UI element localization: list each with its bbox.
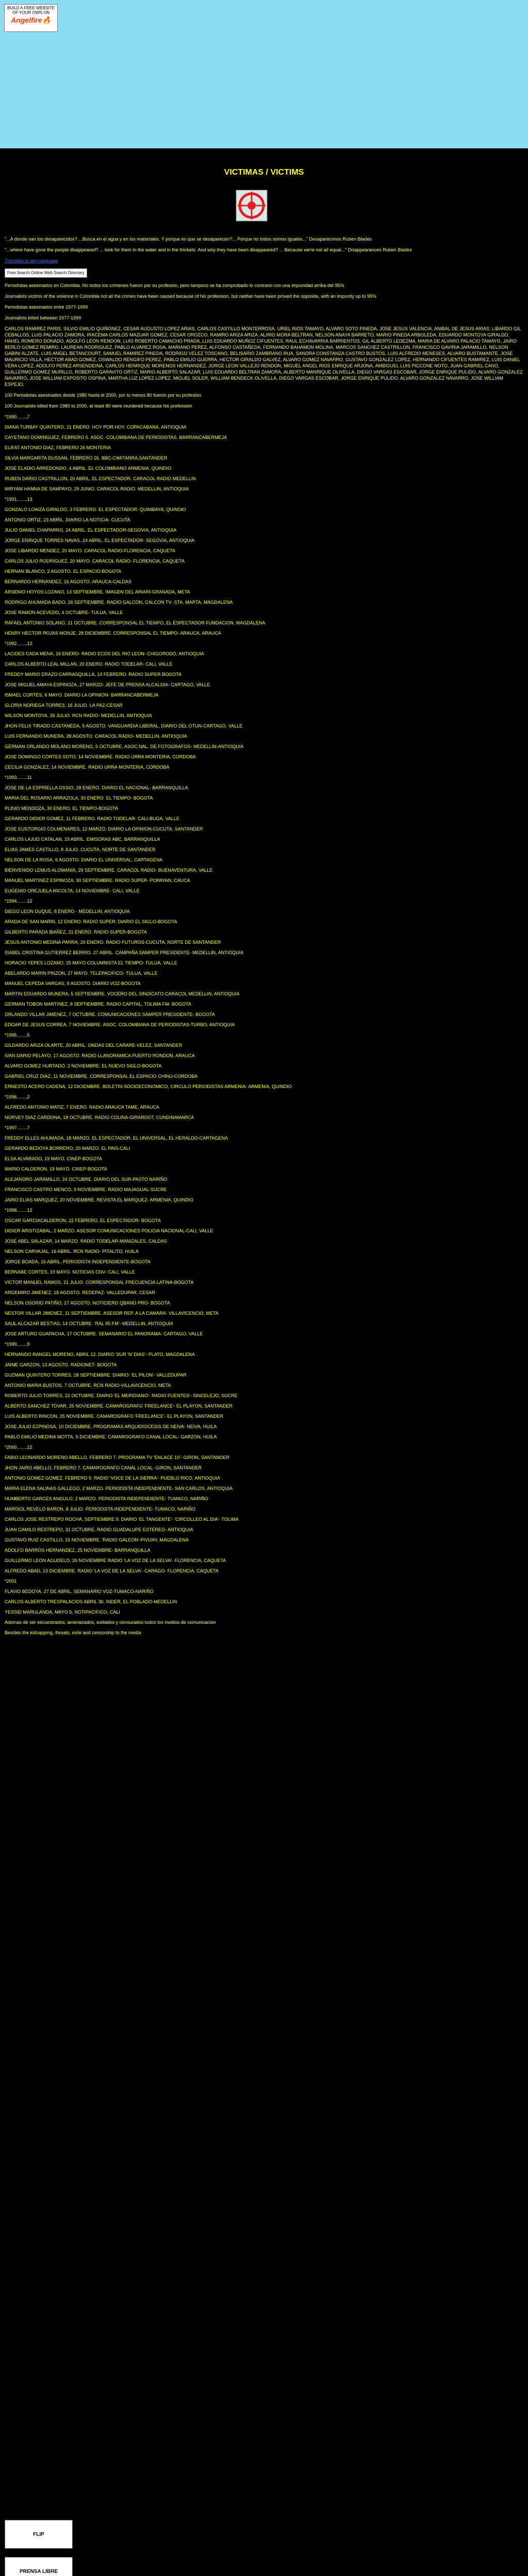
ad-brand [5, 16, 57, 25]
year-header: *1999........9 [5, 1342, 30, 1347]
target-emblem-icon [236, 190, 268, 222]
intro-count-es: 100 Periodistas asesinados desde 1980 hasta el 2000, por lo menos 80 fueron por su profesion. [5, 393, 203, 398]
angelfire-ad-badge[interactable] [4, 4, 58, 32]
victim-entry: Besides the kidnapping, threats, exile and censorship to the media [5, 1630, 141, 1635]
victim-entry: CARLOS LAJUD CATALAN, 19 ABRIL. EMISORAS ABC, BARRANQUILLA [5, 837, 160, 842]
year-header: *1994........12 [5, 899, 32, 904]
victim-entry: JESUS ANTONIO MEDINA PARRA, 29 ENERO. RADIO FUTUROS-CUCUTA, NORTE DE SANTANDER [5, 940, 221, 945]
victim-entry: JORGE ENRIQUE TORRES NAVAS, 24 ABRIL. EL ESPECTADOR- SEGOVIA, ANTIOQUIA [5, 538, 195, 543]
victim-entry: HERNAN BLANCO, 2 AGOSTO. EL ESPACIO-BOGOTA [5, 569, 122, 574]
text-block [5, 236, 523, 1640]
intro-en-paragraph: Journalists victims of the violence in Colombia not all the crimes have been caused because of his profession, but neither have been proved the opposite, with an impunity up to 95% [5, 294, 376, 299]
intro-quote-es: "...A donde van los desaparecidos? ...Busca en el agua y en los matorrales. Y porque es que se desaparecen?... Porque no todos somos iguales..." Desaparecimos Ruben Blades [5, 236, 372, 242]
victim-entry: MARIO CALDERON, 19 MAYO. CINEP-BOGOTA [5, 1166, 107, 1172]
victim-entry: JOSE JULIO EZPINOSA, 10 DICIEMBRE. PROGRAMAS ARQUIDIOCESIS DE NEIVA- NEIVA, HUILA [5, 1424, 217, 1429]
victim-entry: ADOLFO BARROS HERNANDEZ, 25 NOVIEMBRE- BARRANQUILLA [5, 1548, 151, 1553]
victim-entry: JOSE MIGUEL AMAYA ESPINOZA, 27 MARZO- JEFE DE PRENSA ALCALDIA- CARTAGO, VALLE [5, 682, 210, 687]
web-search-badge-text[interactable]: Free Search Online Web Search Directory [5, 268, 87, 278]
victim-entry: ANTONIO GOMEZ GOMEZ, FEBRERO 9. RADIO 'VOCE DE LA SIERRA'- PUEBLO RICO, ANTIOQUIA [5, 1476, 220, 1481]
victim-entry: DIDIER ARISTIZABAL, 2 MARZO. ASESOR COMUNICACIONES POLICIA NACIONAL-CALI, VALLE [5, 1228, 213, 1233]
victim-entry: BERNABE CORTES, 19 MAYO. NOTICIAS CNV- CALI, VALLE [5, 1269, 135, 1275]
victim-entry: DIEGO LEON DUQUE, 8 ENERO - MEDELLIN, ANTIOQUIA [5, 909, 130, 914]
victim-entry: GILBERTO PARADA IBAÑEZ, 21 ENERO. RADIO SUPER-BOGOTA [5, 929, 147, 935]
victim-entry: HORACIO YEPES LOZANO, 25 MAYO COLUMNISTA EL TIEMPO- TULUA, VALLE [5, 960, 177, 965]
victim-entry: DIANA TURBAY QUINTERO, 21 ENERO. HOY POR HOY. COPACABANA, ANTIOQUIA [5, 425, 187, 430]
victim-entry: RAFAEL ANTONIO SOLANO, 21 OCTUBRE. CORRESPONSAL EL TIEMPO, EL ESPECTADOR FUNDACION, MAGDALENA [5, 620, 266, 625]
victim-entry: GUSTAVO RUIZ CASTILLO, 15 NOVIEMBRE. 'RADIO GALEON'-PIVIJAY, MAGDALENA [5, 1537, 189, 1543]
victim-entry: JOSE EUSTORGIO COLMENARES, 12 MARZO. DIARIO LA OPINION-CUCUTA, SANTANDER [5, 826, 203, 832]
victim-entry: HENRY HECTOR ROJAS MONJE, 28 DICIEMBRE. CORRESPONSAL EL TIEMPO- ARAUCA, ARAUCA [5, 631, 221, 636]
victim-entry: FLAVIO BEDOYA, 27 DE ABRIL, SEMANARIO VOZ-TUMACO-NARIÑO [5, 1589, 154, 1594]
org-logos [5, 2518, 211, 2576]
victim-entry: ISMAEL CORTES, 6 MAYO. DIARIO LA OPINION- BARRANCABERMEJA [5, 692, 159, 698]
year-header: *1990........7 [5, 414, 30, 419]
org-row[interactable] [5, 2555, 211, 2576]
victim-entry: CECILIA GONZALEZ, 14 NOVIEMBRE. RADIO URRA-MONTERIA, CORDOBA [5, 765, 170, 770]
victim-entry: NESTOR VILLAR JIMENEZ, 11 SEPTIEMBRE. ASESOR REP. A LA CAMARA- VILLAVICENCIO, META [5, 1311, 219, 1316]
victim-entry: PABLO EMILIO MEDINA MOTTA, 5 DICIEMBRE. CAMAROGRAFO CANAL LOCAL- GARZON, HUILA [5, 1434, 217, 1439]
victims-list [5, 414, 523, 1636]
year-header: *1996........2 [5, 1094, 30, 1099]
org-row[interactable] [5, 2518, 211, 2550]
victim-entry: LUIS FERNANDO MUNERA, 28 AGOSTO. CARACOL RADIO- MEDELLIN, ANTIOQUIA [5, 734, 187, 739]
victim-entry: JUAN CAMILO RESTREPO, 31 OCTUBRE. RADIO GUADALUPE ESTEREO- ANTIOQUIA [5, 1527, 193, 1532]
victim-entry: JAIRO ELIAS MARQUEZ, 20 NOVIEMBRE. REVISTA EL MARQUEZ- ARMENIA, QUINDIO [5, 1197, 194, 1202]
victim-entry: NELSON CARVAJAL, 16 ABRIL. RCN RADIO- PITALITO, HUILA [5, 1249, 139, 1254]
victim-entry: JORGE BOADA, 16 ABRIL. PERIODISTA INDEPENDIENTE-BOGOTA [5, 1259, 151, 1264]
victim-entry: ROBERTO JULIO TORRES, 22 OCTUBRE. DIARIO 'EL MERIDIANO'- RADIO FUENTES'- SINCELEJO, SUCRE [5, 1393, 238, 1398]
year-header: *1993........11 [5, 775, 32, 780]
victim-entry: MANUEL MARTINEZ ESPINOZA, 30 SEPTIEMBRE. RADIO SUPER- POPAYAN, CAUCA [5, 878, 190, 883]
victim-entry: MARIA ELENA SALINAS GALLEGO, 2 MARZO. PERIODISTA INDEPENDIENTE- SAN CARLOS, ANTIOQUIA [5, 1486, 233, 1491]
ad-brand-text: Angelfire [10, 16, 42, 24]
victim-entry: ELSA ALVARADO, 19 MAYO. CINEP-BOGOTA [5, 1156, 102, 1161]
victim-entry: ORLANDO VILLAR JIMENEZ, 7 OCTUBRE. COMUNICACIONES SAMPER PRESIDENTE- BOGOTA [5, 1012, 215, 1017]
flip-logo[interactable]: FLIP [5, 2520, 73, 2549]
victim-entry: JOSE DOMINGO CORTES SOTO, 14 NOVIEMBRE. RADIO URRA MONTERIA, CORDOBA [5, 754, 196, 759]
victim-entry: ERNESTO ACERO CADENA, 12 DICIEMBRE. BOLETIN SOCIOECONOMICO, CIRCULO PERIODISTAS ARMENIA- ARMENIA, QUINDIO [5, 1084, 292, 1089]
victim-entry: GERARDO BEDOYA BORRERO, 20 MARZO. EL PAIS-CALI [5, 1146, 130, 1151]
victim-entry: GABRIEL CRUZ DIAZ, 11 NOVIEMBRE. CORRESPONSAL EL ESPACIO CHINU-CORDOBA [5, 1074, 198, 1079]
victim-entry: FREDDY ELLES AHUMADA, 18 MARZO. EL ESPECTADOR, EL UNIVERSAL, EL HERALDO-CARTAGENA [5, 1136, 228, 1141]
victim-entry: FRANCISCO CASTRO MENCO, 9 NOVIEMBRE. RADIO MAJAGUAL-SUCRE [5, 1187, 167, 1192]
victim-entry: JOSE ELADIO ARREDONDO, 4 ABRIL. EL COLOMBIANO ARMENIA, QUINDIO [5, 466, 172, 471]
victim-entry: JAIME GARZON, 13 AGOSTO. RADIONET- BOGOTA [5, 1362, 117, 1367]
intro-years-en: Journalists killed between 1977-1999 [5, 315, 81, 320]
victim-entry: CARLOS JOSE RESTREPO ROCHA, SEPTIEMBRE 9. DIARIO 'EL TANGENTE'- 'CIRCOLLEO AL DIA'- TOLIMA [5, 1517, 239, 1522]
victim-entry: MANUEL CEPEDA VARGAS, 9 AGOSTO. DIARIO VOZ-BOGOTA [5, 981, 141, 986]
victim-entry: FABIO LEONARDO MORENO ABELLO, FEBRERO 7. PROGRAMA TV 'ENLACE 10'- GIRON, SANTANDER [5, 1455, 229, 1460]
intro-quote-en: "...where have gone the people disappeared? ... look for them in the water and in the thickets. And why they have been disappeared? ... Because we're not all equal..." Disappearances Ruben Blades [5, 247, 412, 252]
victim-entry: JHON FELIX TIRADO CASTANEDA, 5 AGOSTO. VANGUARDIA LIBERAL, DIARIO DEL OTUN-CARTAGO, VALLE [5, 723, 243, 728]
victim-entry: GUZMAN QUINTERO TORRES, 18 SEPTIEMBRE. DIARIO: 'EL PILON'- VALLEDUPAR [5, 1372, 187, 1378]
ad-small-text: BUILD A FREE WEBSITE OF YOUR OWN ON [7, 6, 55, 15]
victim-entry: OSCAR GARCIACALDERON, 22 FEBRERO. EL ESPECTADOR- BOGOTA [5, 1218, 161, 1223]
victim-entry: ELIAS JAMES CASTILLO, 8 JULIO. CUCUTA, NORTE DE SANTANDER [5, 847, 156, 852]
victim-entry: GUILLERMO LEON AGUDELO, 26 NOVIEMBRE RADIO 'LA VOZ DE LA SELVA'- FLORENCIA, CAQUETA [5, 1558, 226, 1563]
victim-entry: BIENVENIDO LEMUS ALOMANIA, 29 SEPTIEMBRE. CARACOL RADIO- BUENAVENTURA, VALLE [5, 868, 213, 873]
top-ad-frame [0, 0, 528, 148]
year-header: *2001 [5, 1579, 17, 1584]
victim-entry: JOSE ABEL SALAZAR, 14 MARZO. RADIO TODELAR-MANIZALES, CALDAS [5, 1239, 167, 1244]
victim-entry: GLORIA NORIEGA TORRES, 16 JULIO. LA PAZ-CESAR [5, 703, 123, 708]
page-title: VICTIMAS / VICTIMS [224, 168, 304, 177]
victim-entry: BERNARDO HERNANDEZ, 16 AGOSTO. ARAUCA-CALDAS [5, 579, 131, 584]
victim-entry: HERNANDO RANGEL MORENO, ABRIL 12. DIARIO 'SUR 'N' DIAS'- PLATO, MAGDALENA [5, 1352, 195, 1357]
victim-entry: JHON JAIRO ABELLO, FEBRERO 7. CAMAROGRAFO CANAL LOCAL- GIRON, SANTANDER [5, 1465, 202, 1470]
victim-entry: ALFREDO ANTONIO MATIZ, 7 ENERO. RADIO ARAUCA TAME, ARAUCA [5, 1105, 159, 1110]
victim-entry: EUGENIO OREJUELA MICOLTA, 14 NOVIEMBRE- CALI, VALLE [5, 888, 140, 893]
victim-entry: GILDARDO ARIZA OLARTE, 20 ABRIL. ONDAS DEL CARARE-VELEZ, SANTANDER [5, 1043, 183, 1048]
victim-entry: ARSENIO HOYOS LOZANO, 13 SEPTIEMBRE. IMAGEN DEL ARIARI-GRANADA, META [5, 589, 190, 595]
web-search-badge[interactable] [5, 268, 523, 278]
victim-entry: JOSE RAMON ACEVEDO, 4 OCTUBRE- TULUA, VALLE [5, 610, 123, 615]
victim-entry: YESSID MARULANDA, MAYO 5, NOTIPACIFICO, CALI [5, 1609, 120, 1615]
victim-entry: NORVEY DIAZ CARDONA, 18 OCTUBRE. RADIO COLINA-GIRARDOT, CUNDINAMARCA [5, 1115, 194, 1120]
victim-entry: VICTOR MANUEL RAMOS, 21 JULIO. CORRESPONSAL FRECUENCIA LATINA-BOGOTA [5, 1280, 194, 1285]
victim-entry: RUBEN DARIO CASTRILLON, 20 ABRIL. EL ESPECTADOR. CARACOL RADIO MEDELLIN [5, 476, 196, 481]
victim-entry: ISABEL CRISTINA GUTIERREZ BERRIO, 27 ABRIL. CAMPAÑA SAMPER PRESIDENTE- MEDELLIN, ANTIOQUIA [5, 950, 244, 955]
victim-entry: CAYETANO DOMINGUEZ, FEBRERO 5. ASOC. COLOMBIANA DE PERIODISTAS. BARRANCABERMEJA [5, 435, 227, 440]
victim-entry: ANTONIO MARIA BUSTOS, 7 OCTUBRE. RCN RADIO-VILLAVICENCIO, META [5, 1383, 171, 1388]
victim-entry: JOSE DE LA ESPRIELLA OSSIO, 28 ENERO. DIARIO EL NACIONAL- BARRANQUILLA [5, 785, 188, 790]
victim-entry: GERMAN TOBON MARTINEZ, 8 SEPTIEMBRE. RADIO CAPITAL, TOLIMA FM- BOGOTA [5, 1002, 191, 1007]
victim-entry: SILVIA MARGARITA DUSSAN, FEBRERO 26. BBC-CIMITARRA,SANTANDER [5, 455, 168, 461]
intro-section [5, 236, 523, 409]
victim-entry: Ademas de ser secuestrados, amenazados, exiliados y censurados todos los medios de comunicacion [5, 1620, 216, 1625]
victim-entry: JOSE LIBARDO MENDEZ, 20 MAYO. CARACOL RADIO-FLORENCIA, CAQUETA [5, 548, 175, 553]
year-header: *1998........12 [5, 1208, 32, 1213]
year-header: *1992........12 [5, 641, 32, 646]
prensa-libre-logo[interactable]: PRENSA LIBRE [5, 2557, 73, 2576]
victim-entry: ALFREDO ABAD, 13 DICIEMBRE. RADIO 'LA VOZ DE LA SELVA'- CARAGO- FLORENCIA, CAQUETA [5, 1568, 219, 1573]
victim-entry: ALEJANDRO JARAMILLO, 24 OCTUBRE. DIARIO DEL SUR-PASTO NARIÑO [5, 1177, 168, 1182]
victim-entry: EDGAR DE JESUS CORREA, 7 NOVIEMBRE. ASOC. COLOMBIANA DE PERIODISTAS-TURBO, ANTIOQUIA [5, 1022, 235, 1027]
victim-entry: ARADA DE SAN MARIN, 12 ENERO. RADIO SUPER; DIARIO EL SIGLO-BOGOTA [5, 919, 177, 924]
intro-es-paragraph: Periodistas asesinados en Colombia. No todos los crímenes fueron por su profesión, pero tampoco se ha comprobado lo contrario con una impunidad arriba del 95% [5, 283, 344, 288]
year-header: *1991........13 [5, 497, 32, 502]
victim-entry: IVAN DARIO PELAYO, 17 AGOSTO. RADIO LLANORAMICA PUERTO RONDON, ARAUCA [5, 1053, 195, 1058]
victim-entry: NELSON DE LA ROSA, 6 AGOSTO. DIARIO EL UNIVERSAL, CARTAGENA [5, 857, 163, 862]
victim-entry: JULIO DANIEL CHAPARRO, 24 ABRIL. EL ESPECTADOR-SEGOVIA, ANTIOQUIA [5, 528, 177, 533]
victim-entry: CARLOS ALBERTO TRESPALACIOS ABRIL 30, INDER, EL POBLADO-MEDELLIN [5, 1599, 177, 1604]
intro-years-es: Periodistas asesinados entre 1977-1999 [5, 304, 88, 310]
intro-count-en: 100 Journalists killed from 1980 to 2000, at least 80 were murdered because his profession [5, 403, 192, 409]
flame-icon: 🔥 [42, 16, 52, 24]
victim-entry: GONZALO LOAIZA GIRALDO, 3 FEBRERO. EL ESPECTADOR- QUIMBAYA, QUINDIO [5, 507, 186, 512]
victim-entry: CARLOS ALBERTO LEAL MILLAN, 20 ENERO. RADIO TODELAR- CALI, VALLE [5, 662, 173, 667]
victim-entry: FREDDY MARIO ERAZO CARRASQUILLA, 14 FEBRERO. RADIO SUPER-BOGOTA [5, 672, 182, 677]
victim-entry: MIRYAM HANNA DE SAMPAYO, 29 JUNIO. CARACOL RADIO. MEDELLIN, ANTIOQUIA [5, 486, 189, 492]
victim-entry: LACIDES CADA MENA, 16 ENERO- RADIO ECOS DEL RIO LEON- CHIGORODO, ANTIOQUIA [5, 651, 204, 656]
main-content [0, 148, 528, 2576]
victim-entry: ANTONIO ORTIZ, 23 ABRIL. DIARIO LA NOTICIA- CUCUTA [5, 517, 130, 522]
victims-name-list: CARLOS RAMIREZ PARIS, SILVIO EMILIO QUIÑONEZ, CESAR AUGUSTO LOPEZ ARIAS, CARLOS CASTILLO MONTERROSA, URIEL RIOS TAMAYO, ALVARO SOTO PINEDA, JOSE JESUS VALENCIA, ANIBAL DE JESUS ARIAS, LIBARDO GIL CEBALLOS, LUIS PALACIO ZAMORA, IRACEMA CARLOS MAZUAR GOMEZ, CESAR OROZCO, RAMIRO ARIZA ARIZA, ALIRIO MORA BELTRAN, NELSON ANAYA BARRETO, MARIO PINEDA ARBOLEDA, EDUARDO MONTOYA GIRALDO, HAHEL ROMERO DONADO, ADOLFO LEON RENDON, LUIS ROBERTO CAMACHO PRADA, LUIS EDUARDO MUÑOZ CIFUENTES, RAUL ECHAVARRIA BARRIENTOS, GIL ALBERTO LEDEZMA, MARIA DE ALVARO PALACIO TAMAYO, JAIRO BERLO GOMEZ REMIRO, LAUREAN RODRIGUEZ, PABLO ALVAREZ ROSA, MARIANO PEREZ, ALFONSO CASTAÑEDA, FERNANDO BAHAMON MOLINA, MARCOS SANCHEZ CASTRILLON, FRANCISCO GAVIRIA JARAMILLO, NELSON GABINI ALZATE, LUIS ANGEL BETANCOURT, SAMUEL RAMIREZ PINEDA, RODRIGO VELEZ TOSCANO, BELISARIO ZAMBRANO RUA, SANDRA CONSTANZA CASTRO BUSTOS, LUIS ALFREDO MENESES, ALVARO BUSTAMANTE, JOSE MAURICIO VILLA, HECTOR ABAD GOMEZ, OSWALDO RENGIFO PEREZ, PABLO EMILIO GUERRA, HECTOR GIRALDO GALVEZ, ALVARO GOMEZ NAVARRO, GUSTAVO GONZALEZ LOPEZ, HERNANDO CIFUENTES RAMIREZ, LUIS DANIEL VERA LOPEZ, ADOLFO PEREZ ARSENDEINA, CARLOS HENRIQUE MORENOS HERNANDEZ, JORGE LEON VALLEJO RENDON, MIGUEL ANGEL RIOS ENRIQUE ARJONA, AMBIGUEL LUIS PICCONE NOTO, JUAN GABRIEL CANO, GUILLERMO GOMEZ MURILLO, ROBERTO GARAVITO ORTIZ, MARIO ALBERTO SALAZAR, LUIS EDUARDO BELTRAN ZAMORA, ALBERTO MANRIQUE OLIVELLA, DIEGO VARGAS ESCOBAR, JORGE ENRIQUE PULIDO, ALVARO GONZALEZ NAVARRO, JOSE WILLIAM EXPOSITO OSPINA, MARTHA LUZ LOPEZ LOPEZ, MIGUEL SOLER, WILLIAM BENDECK OLIVELLA, DIEGO VARGAS ESCOBAR, JORGE ENRIQUE PULIDO, ALVARO GONZALEZ NAVARRO, JOSE WILLIAM ESPEJO. [5, 326, 523, 387]
victim-entry: ELIFAT ANTONIO DIAZ, FEBRERO 26 MONTERIA [5, 445, 111, 450]
year-header: *1995........5 [5, 1032, 30, 1038]
victim-entry: MARISOL REVELO BARON, 8 JULIO. PERIODISTA INDEPENDIENTE- TUMACO, NARIÑO [5, 1506, 195, 1512]
translate-link[interactable] [5, 258, 523, 264]
victim-entry: NELSON OSORIO PATIÑO, 27 AGOSTO. NOTICIERO QBANO PRO- BOGOTA [5, 1300, 170, 1306]
year-header: *1997........7 [5, 1125, 30, 1130]
victim-entry: CARLOS JULIO RODRIGUEZ, 20 MAYO. CARACOL RADIO- FLORENCIA, CAQUETA [5, 558, 185, 564]
translate-link-text[interactable]: Translate to any language [5, 258, 58, 263]
victim-entry: SAUL ALCAZAR BESTIAS, 14 OCTUBRE. 'RAL 95 FM'- MEDELLIN, ANTIOQUIA [5, 1321, 173, 1326]
victim-entry: MARIA DEL ROSARIO ARRAZOLA, 30 ENERO. EL TIEMPO- BOGOTA [5, 795, 153, 801]
victim-entry: JOSE ARTURO GUAPACHA, 17 OCTUBRE. SEMANARIO EL PANORAMA- CARTAGO, VALLE [5, 1331, 203, 1336]
victim-entry: MARTIN EDUARDO MUNERA, 5 SEPTIEMBRE. VOCERO DEL SINDICATO CARACOL MEDELLIN, ANTIOQUIA [5, 991, 240, 996]
victim-entry: LUIS ALBERTO RINCON, 25 NOVIEMBRE. CAMAROGRAFO 'FREELANCE'- EL PLAYON, SANTANDER [5, 1414, 224, 1419]
victim-entry: PLINIO MENDOZA, 30 ENERO. EL TIEMPO-BOGOTA [5, 806, 118, 811]
victim-entry: WILSON MONTOYA, 26 JULIO. RCN RADIO- MEDELLIN, ANTIOQUIA [5, 713, 152, 718]
victim-entry: ALBERTO SANCHEZ TOVAR, 25 NOVIEMBRE. CAMAROGRAFO 'FREELANCE'- EL PLAYON, SANTANDER [5, 1403, 233, 1409]
victim-entry: ABELARDO MARIN PINZON, 27 MAYO. TELEPACIFICO- TULUA, VALLE [5, 971, 158, 976]
year-header: *2000........12 [5, 1445, 32, 1450]
victim-entry: ALVARO GOMEZ HURTADO, 2 NOVIEMBRE. EL NUEVO SIGLO-BOGOTA [5, 1063, 162, 1069]
victim-entry: GERMAN ORLANDO MOLANO MORENO, 5 OCTUBRE. ASOC.NAL. DE FOTOGRAFOS- MEDELLIN-ANTIOQUIA [5, 744, 244, 749]
victim-entry: ARGEMIRO JIMENEZ, 18 AGOSTO. REDEPAZ- VALLEDUPAR, CESAR [5, 1290, 155, 1295]
victim-entry: RODRIGO AHUMADA BADO, 26 SEPTIEMBRE. RADIO GALCON, CALCON TV- STA. MARTA, MAGDALENA [5, 600, 233, 605]
victim-entry: GERARDO DIDIER GOMEZ, 11 FEBRERO. RADIO TODELAR- CALI-BUGA, VALLE [5, 816, 179, 821]
victim-entry: HUMBERTO GARCES ANGULO, 2 MARZO. PERIODISTA INDEPENDIENTE- TUMACO, NARIÑO [5, 1496, 208, 1501]
